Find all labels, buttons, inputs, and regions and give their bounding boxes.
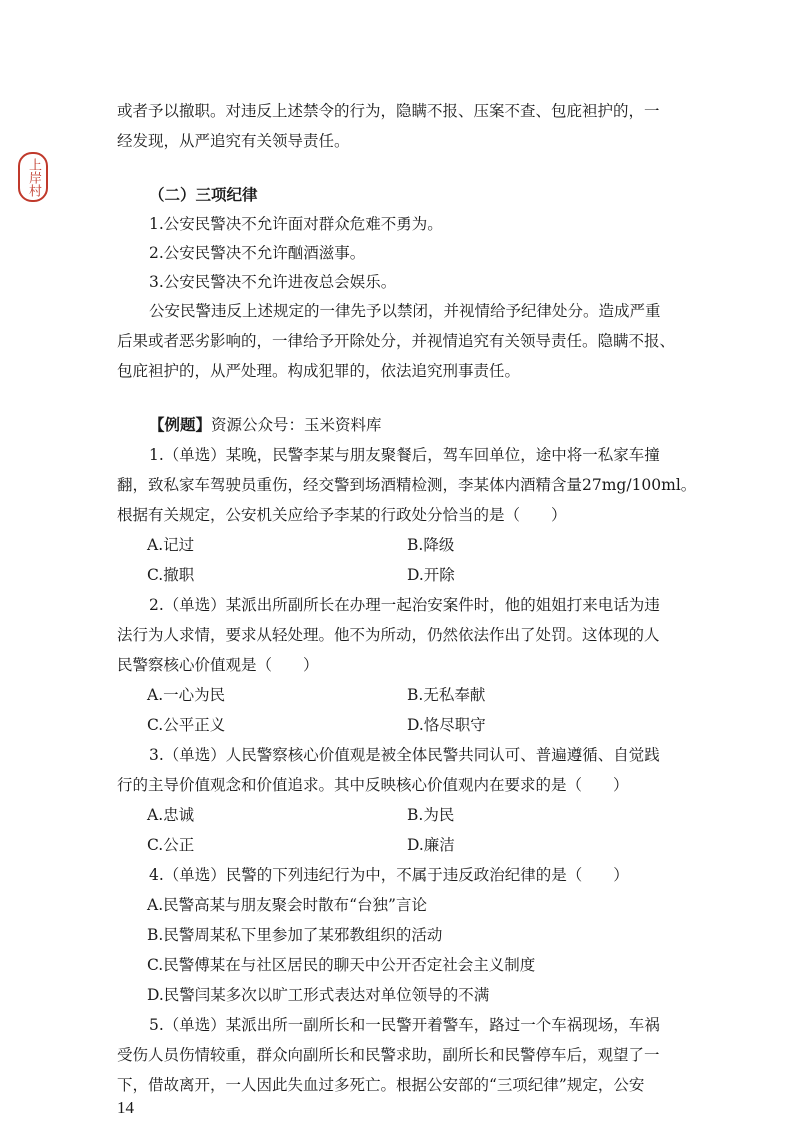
question-4-option-c: C.民警傅某在与社区居民的聊天中公开否定社会主义制度 (147, 956, 536, 974)
question-1-line: 根据有关规定，公安机关应给予李某的行政处分恰当的是（ ） (117, 506, 567, 524)
rule-item: 1.公安民警决不允许面对群众危难不勇为。 (149, 215, 443, 233)
question-5-line: 受伤人员伤情较重，群众向副所长和民警求助，副所长和民警停车后，观望了一 (117, 1046, 660, 1064)
question-3-option-a: A.忠诚 (147, 806, 195, 824)
section-paragraph: 包庇袒护的，从严处理。构成犯罪的，依法追究刑事责任。 (117, 362, 521, 380)
intro-line: 经发现，从严追究有关领导责任。 (117, 132, 350, 150)
example-source: 资源公众号：玉米资料库 (211, 416, 382, 434)
question-3-line: 3.（单选）人民警察核心价值观是被全体民警共同认可、普遍遵循、自觉践 (149, 746, 660, 764)
question-3-option-c: C.公正 (147, 836, 195, 854)
question-1-option-b: B.降级 (407, 536, 455, 554)
question-1-line: 1.（单选）某晚，民警李某与朋友聚餐后，驾车回单位，途中将一私家车撞 (149, 446, 660, 464)
intro-line: 或者予以撤职。对违反上述禁令的行为，隐瞒不报、压案不查、包庇袒护的，一 (117, 102, 660, 120)
question-2-option-d: D.恪尽职守 (407, 716, 486, 734)
question-1-option-c: C.撤职 (147, 566, 195, 584)
question-3-option-d: D.廉洁 (407, 836, 455, 854)
question-2-line: 2.（单选）某派出所副所长在办理一起治安案件时，他的姐姐打来电话为违 (149, 596, 660, 614)
question-4-option-a: A.民警高某与朋友聚会时散布“台独”言论 (147, 896, 427, 914)
question-5-line: 下，借故离开，一人因此失血过多死亡。根据公安部的“三项纪律”规定，公安 (117, 1076, 645, 1094)
seal-stamp: 上岸村 (18, 152, 48, 202)
question-5-line: 5.（单选）某派出所一副所长和一民警开着警车，路过一个车祸现场，车祸 (149, 1016, 660, 1034)
rule-item: 2.公安民警决不允许酗酒滋事。 (149, 244, 366, 262)
question-2-line: 法行为人求情，要求从轻处理。他不为所动，仍然依法作出了处罚。这体现的人 (117, 626, 660, 644)
section-paragraph: 后果或者恶劣影响的，一律给予开除处分，并视情追究有关领导责任。隐瞒不报、 (117, 332, 676, 350)
question-2-option-c: C.公平正义 (147, 716, 226, 734)
example-label: 【例题】 (149, 415, 212, 434)
section-heading: （二）三项纪律 (149, 185, 258, 204)
question-1-option-a: A.记过 (147, 536, 195, 554)
question-1-option-d: D.开除 (407, 566, 455, 584)
rule-item: 3.公安民警决不允许进夜总会娱乐。 (149, 273, 397, 291)
page-number: 14 (117, 1098, 134, 1117)
question-4-option-d: D.民警闫某多次以旷工形式表达对单位领导的不满 (147, 986, 490, 1004)
question-2-option-a: A.一心为民 (147, 686, 226, 704)
question-2-line: 民警察核心价值观是（ ） (117, 656, 319, 674)
question-3-option-b: B.为民 (407, 806, 455, 824)
section-paragraph: 公安民警违反上述规定的一律先予以禁闭，并视情给予纪律处分。造成严重 (149, 302, 661, 320)
example-header (117, 410, 687, 440)
question-4-line: 4.（单选）民警的下列违纪行为中，不属于违反政治纪律的是（ ） (149, 866, 629, 884)
question-3-line: 行的主导价值观念和价值追求。其中反映核心价值观内在要求的是（ ） (117, 776, 629, 794)
question-1-line: 翻，致私家车驾驶员重伤，经交警到场酒精检测，李某体内酒精含量27mg/100ml。 (117, 476, 697, 494)
question-4-option-b: B.民警周某私下里参加了某邪教组织的活动 (147, 926, 443, 944)
question-2-option-b: B.无私奉献 (407, 686, 486, 704)
